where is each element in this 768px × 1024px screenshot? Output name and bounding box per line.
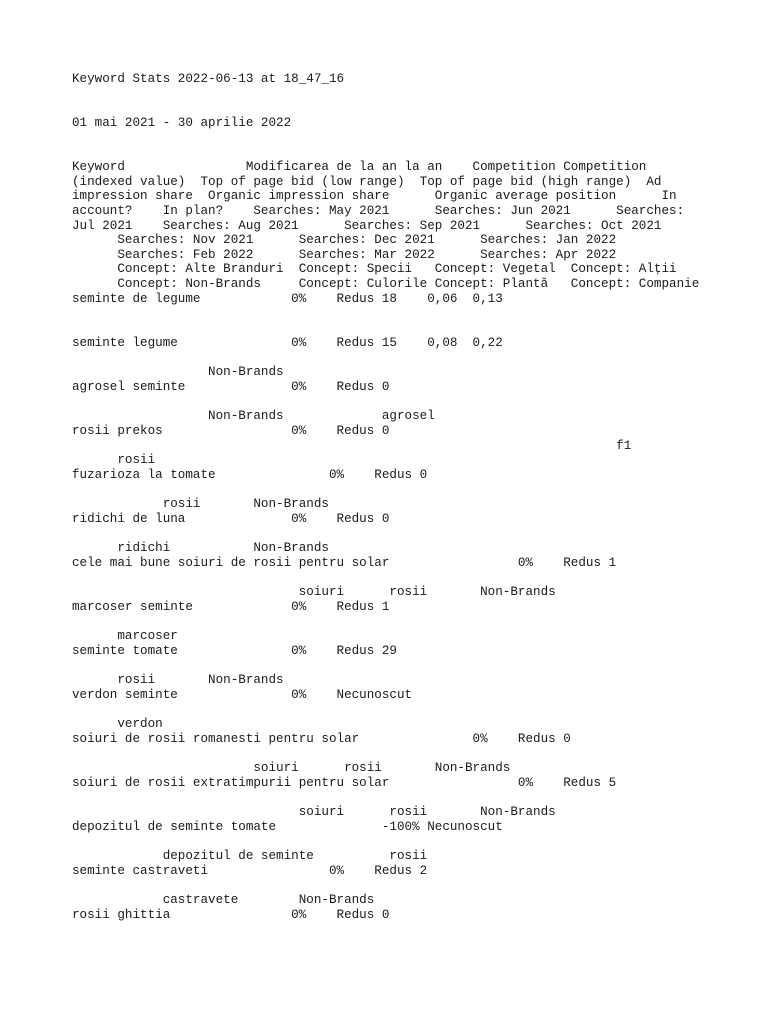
keyword-row: depozitul de seminte tomate -100% Necunoscut xyxy=(72,820,503,834)
concept-row: rosii Non-Brands xyxy=(72,497,329,511)
keyword-row: seminte legume 0% Redus 15 0,08 0,22 xyxy=(72,336,503,350)
concept-row: castravete Non-Brands xyxy=(72,893,375,907)
concept-row: rosii Non-Brands xyxy=(72,673,284,687)
keyword-row: verdon seminte 0% Necunoscut xyxy=(72,688,413,702)
concept-row: marcoser xyxy=(72,629,178,643)
header-line: impression share Organic impression share Organic average position In xyxy=(72,189,677,203)
keyword-row: cele mai bune soiuri de rosii pentru solar 0% Redus 1 xyxy=(72,556,617,570)
concept-row: soiuri rosii Non-Brands xyxy=(72,761,511,775)
header-line: Searches: Feb 2022 Searches: Mar 2022 Searches: Apr 2022 xyxy=(72,248,617,262)
keyword-row: ridichi de luna 0% Redus 0 xyxy=(72,512,390,526)
concept-row: rosii xyxy=(72,453,156,467)
keyword-row: rosii prekos 0% Redus 0 xyxy=(72,424,390,438)
date-range: 01 mai 2021 - 30 aprilie 2022 xyxy=(72,116,292,130)
concept-row: Non-Brands agrosel xyxy=(72,409,435,423)
keyword-row: seminte de legume 0% Redus 18 0,06 0,13 xyxy=(72,292,503,306)
header-line: Concept: Non-Brands Concept: Culorile Concept: Plantă Concept: Companie xyxy=(72,277,700,291)
keyword-row: marcoser seminte 0% Redus 1 xyxy=(72,600,390,614)
concept-row: depozitul de seminte rosii xyxy=(72,849,428,863)
header-line: (indexed value) Top of page bid (low range) Top of page bid (high range) Ad xyxy=(72,175,662,189)
keyword-row: fuzarioza la tomate 0% Redus 0 xyxy=(72,468,428,482)
concept-row: ridichi Non-Brands xyxy=(72,541,329,555)
concept-row: Non-Brands xyxy=(72,365,284,379)
header-line: Jul 2021 Searches: Aug 2021 Searches: Sep 2021 Searches: Oct 2021 xyxy=(72,219,662,233)
header-line: Searches: Nov 2021 Searches: Dec 2021 Searches: Jan 2022 xyxy=(72,233,617,247)
document-title: Keyword Stats 2022-06-13 at 18_47_16 xyxy=(72,72,345,86)
keyword-row: rosii ghittia 0% Redus 0 xyxy=(72,908,390,922)
header-line: account? In plan? Searches: May 2021 Searches: Jun 2021 Searches: xyxy=(72,204,685,218)
keyword-row: soiuri de rosii romanesti pentru solar 0% Redus 0 xyxy=(72,732,571,746)
keyword-row: agrosel seminte 0% Redus 0 xyxy=(72,380,390,394)
concept-row: f1 xyxy=(72,439,632,453)
header-line: Keyword Modificarea de la an la an Competition Competition xyxy=(72,160,647,174)
header-line: Concept: Alte Branduri Concept: Specii Concept: Vegetal Concept: Alții xyxy=(72,262,677,276)
concept-row: soiuri rosii Non-Brands xyxy=(72,805,556,819)
keyword-row: seminte castraveti 0% Redus 2 xyxy=(72,864,428,878)
keyword-row: soiuri de rosii extratimpurii pentru solar 0% Redus 5 xyxy=(72,776,617,790)
concept-row: soiuri rosii Non-Brands xyxy=(72,585,556,599)
keyword-row: seminte tomate 0% Redus 29 xyxy=(72,644,397,658)
concept-row: verdon xyxy=(72,717,163,731)
